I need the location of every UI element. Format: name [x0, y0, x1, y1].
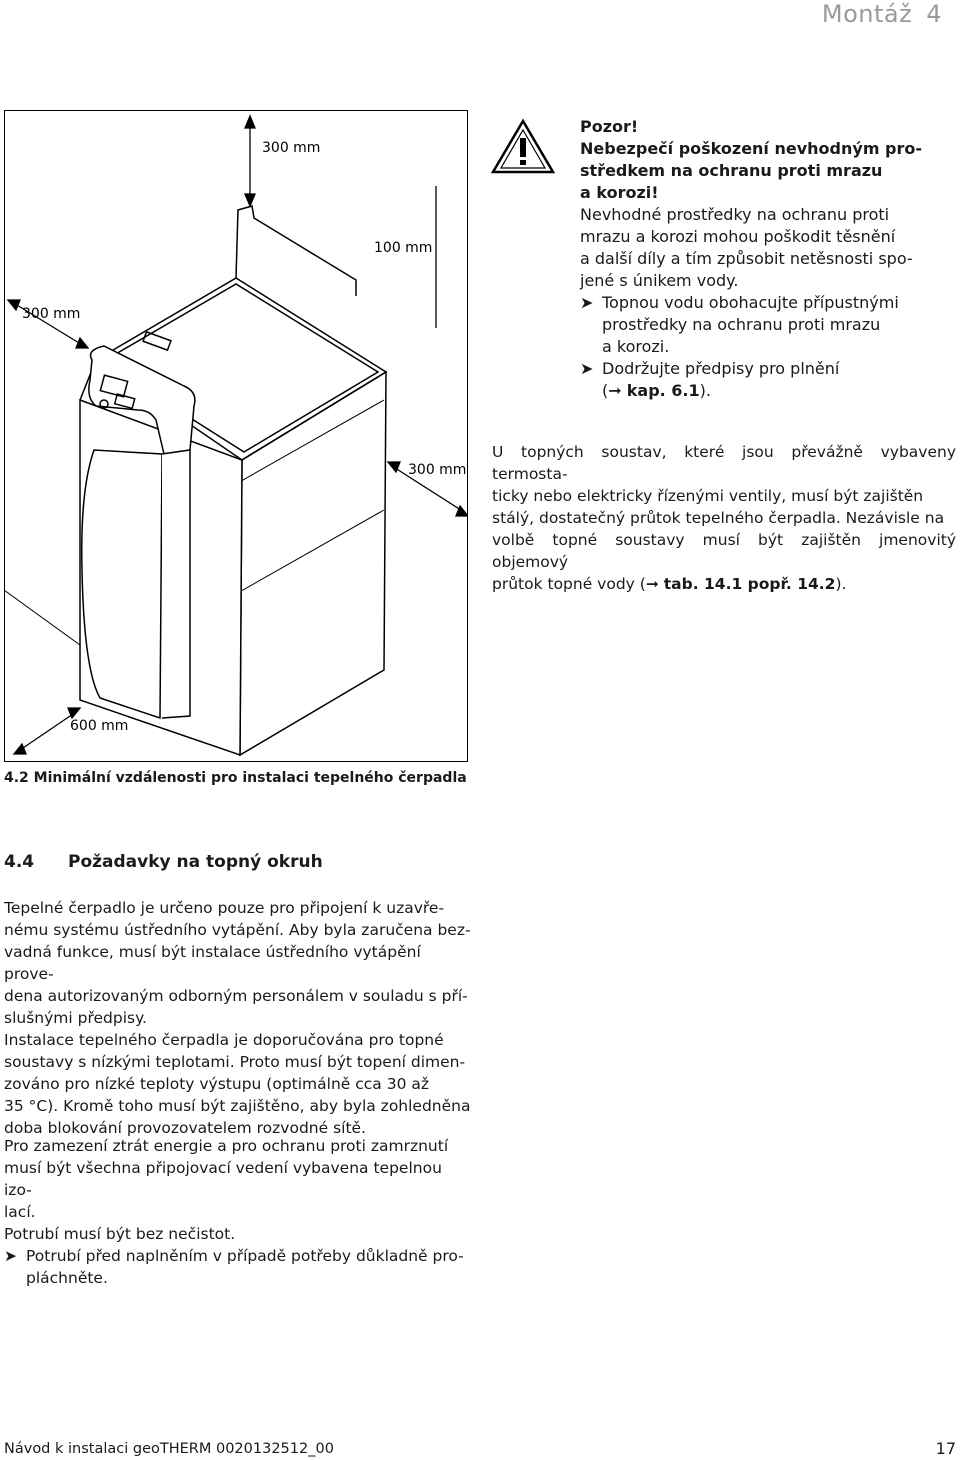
paragraph-line: dena autorizovaným odborným personálem v souladu s pří-	[4, 987, 468, 1005]
section-number: 4.4	[4, 852, 35, 872]
bullet-text: prostředky na ochranu proti mrazu	[602, 315, 881, 334]
paragraph-line: Instalace tepelného čerpadla je doporučována pro topné	[4, 1031, 444, 1049]
chapter-title: Montáž	[821, 0, 913, 28]
ref-arrow-icon: ➞	[645, 575, 664, 593]
figure-caption: 4.2 Minimální vzdálenosti pro instalaci tepelného čerpadla	[4, 770, 467, 786]
bullet-text: pláchněte.	[26, 1269, 108, 1287]
note-line: U topných soustav, které jsou převážně vybaveny termosta-	[492, 443, 956, 483]
paragraph-line: Potrubí musí být bez nečistot.	[4, 1225, 236, 1243]
ref-suffix: ).	[699, 381, 711, 400]
warning-bullet	[580, 358, 950, 380]
paragraph-line: vadná funkce, musí být instalace ústředního vytápění prove-	[4, 943, 421, 983]
bullet-arrow-icon: ➤	[580, 359, 594, 378]
chapter-number: 4	[926, 0, 942, 28]
section-heading	[4, 852, 323, 872]
table-reference[interactable]: tab. 14.1 popř. 14.2	[663, 575, 836, 593]
section-title: Požadavky na topný okruh	[68, 852, 323, 872]
dimension-top: 300 mm	[262, 140, 321, 156]
paragraph-line: 35 °C). Kromě toho musí být zajištěno, aby byla zohledněna	[4, 1097, 471, 1115]
heat-pump-clearance-illustration	[4, 110, 468, 762]
footer-document: Návod k instalaci geoTHERM 0020132512_00	[4, 1441, 334, 1457]
warning-text-line: mrazu a korozi mohou poškodit těsnění	[580, 227, 896, 246]
warning-heading-line: středkem na ochranu proti mrazu	[580, 161, 883, 180]
note-text: ).	[835, 575, 847, 593]
paragraph-line: lací.	[4, 1203, 36, 1221]
warning-text-line: Nevhodné prostředky na ochranu proti	[580, 205, 890, 224]
bullet-text: a korozi.	[602, 337, 670, 356]
note-text: průtok topné vody (	[492, 575, 646, 593]
section-paragraph-3	[4, 1135, 474, 1289]
dimension-right: 300 mm	[408, 462, 467, 478]
bullet-arrow-icon: ➤	[580, 293, 594, 312]
note-line: stálý, dostatečný průtok tepelného čerpadla. Nezávisle na	[492, 509, 945, 527]
paragraph-line: doba blokování provozovatelem rozvodné sítě.	[4, 1119, 366, 1137]
paragraph-line: soustavy s nízkými teplotami. Proto musí být topení dimen-	[4, 1053, 466, 1071]
warning-text-line: a další díly a tím způsobit netěsnosti spo-	[580, 249, 913, 268]
paragraph-line: nému systému ústředního vytápění. Aby byla zaručena bez-	[4, 921, 471, 939]
bullet-text: Topnou vodu obohacujte přípustnými	[602, 293, 899, 312]
dimension-left: 300 mm	[22, 306, 81, 322]
paragraph-line: slušnými předpisy.	[4, 1009, 147, 1027]
ref-arrow-icon: ➞	[608, 381, 627, 400]
note-line: volbě topné soustavy musí být zajištěn jmenovitý objemový	[492, 531, 956, 571]
warning-heading-line: a korozi!	[580, 183, 659, 202]
section-paragraph-1	[4, 897, 474, 1139]
note-block	[492, 441, 956, 595]
chapter-header	[822, 0, 942, 28]
warning-triangle-icon	[490, 118, 556, 176]
paragraph-line: Pro zamezení ztrát energie a pro ochranu proti zamrznutí	[4, 1137, 449, 1155]
note-last-line	[492, 573, 956, 595]
bullet-arrow-icon: ➤	[4, 1247, 17, 1265]
page-number: 17	[935, 1439, 956, 1458]
paragraph-line: zováno pro nízké teploty výstupu (optimálně cca 30 až	[4, 1075, 429, 1093]
warning-heading-line: Nebezpečí poškození nevhodným pro-	[580, 139, 923, 158]
ref-prefix: (	[602, 381, 609, 400]
note-line: ticky nebo elektricky řízenými ventily, musí být zajištěn	[492, 487, 924, 505]
warning-title: Pozor!	[580, 117, 639, 136]
warning-block	[580, 116, 950, 402]
section-bullet	[4, 1245, 474, 1267]
chapter-reference[interactable]: kap. 6.1	[626, 381, 700, 400]
warning-bullet	[580, 292, 950, 314]
bullet-text: Dodržujte předpisy pro plnění	[602, 359, 840, 378]
dimension-side: 100 mm	[374, 240, 433, 256]
bullet-ref-line	[580, 380, 950, 402]
bullet-text: Potrubí před naplněním v případě potřeby důkladně pro-	[26, 1247, 464, 1265]
warning-text-line: jené s únikem vody.	[580, 271, 739, 290]
paragraph-line: musí být všechna připojovací vedení vybavena tepelnou izo-	[4, 1159, 442, 1199]
dimension-front: 600 mm	[70, 718, 129, 734]
paragraph-line: Tepelné čerpadlo je určeno pouze pro připojení k uzavře-	[4, 899, 445, 917]
